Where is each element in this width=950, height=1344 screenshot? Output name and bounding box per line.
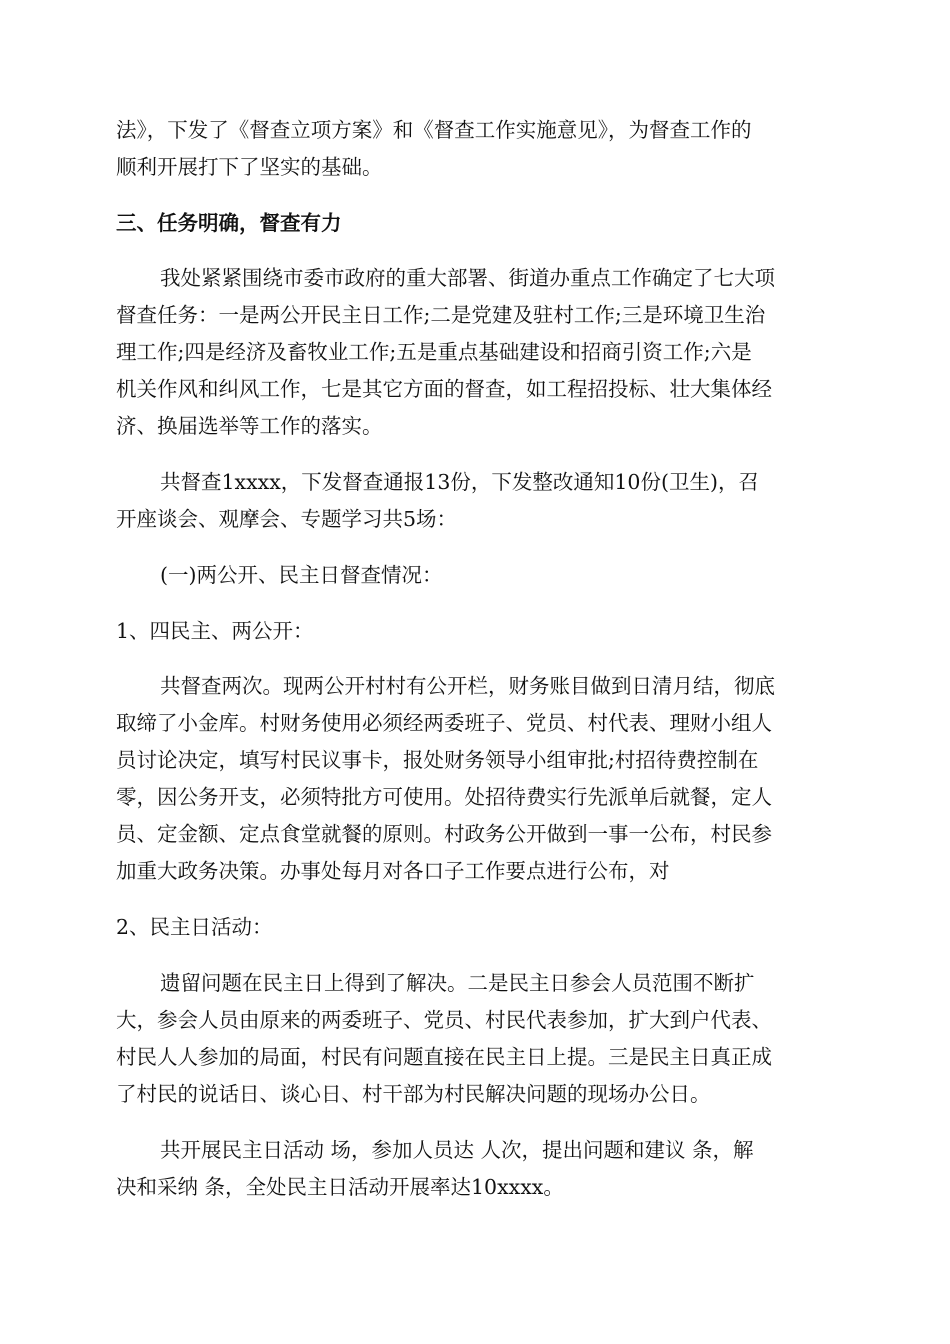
text-line: 员、定金额、定点食堂就餐的原则。村政务公开做到一事一公布，村民参 (116, 822, 772, 846)
text-line: 共开展民主日活动 场，参加人员达 人次，提出问题和建议 条，解 (160, 1138, 754, 1162)
text-line: 遗留问题在民主日上得到了解决。二是民主日参会人员范围不断扩 (160, 971, 755, 995)
text-line: 取缔了小金库。村财务使用必须经两委班子、党员、村代表、理财小组人 (116, 711, 772, 735)
text-line: 我处紧紧围绕市委市政府的重大部署、街道办重点工作确定了七大项 (160, 266, 775, 290)
text-line: 决和采纳 条，全处民主日活动开展率达10xxxx。 (116, 1175, 564, 1199)
text-line: 法》，下发了《督查立项方案》和《督查工作实施意见》，为督查工作的 (116, 118, 752, 142)
sub-heading: 2、民主日活动： (116, 915, 273, 939)
sub-heading: (一)两公开、民主日督查情况： (160, 563, 443, 587)
text-line: 了村民的说话日、谈心日、村干部为村民解决问题的现场办公日。 (116, 1082, 711, 1106)
text-line: 顺利开展打下了坚实的基础。 (116, 155, 383, 179)
text-line: 员讨论决定，填写村民议事卡，报处财务领导小组审批;村招待费控制在 (116, 748, 759, 772)
sub-heading: 1、四民主、两公开： (116, 619, 314, 643)
text-line: 机关作风和纠风工作，七是其它方面的督查，如工程招投标、壮大集体经 (116, 377, 772, 401)
section-heading: 三、任务明确，督查有力 (116, 211, 342, 235)
text-line: 济、换届选举等工作的落实。 (116, 414, 383, 438)
text-line: 理工作;四是经济及畜牧业工作;五是重点基础建设和招商引资工作;六是 (116, 340, 752, 364)
text-line: 加重大政务决策。办事处每月对各口子工作要点进行公布，对 (116, 859, 670, 883)
text-line: 村民人人参加的局面，村民有问题直接在民主日上提。三是民主日真正成 (116, 1045, 772, 1069)
text-line: 零，因公务开支，必须特批方可使用。处招待费实行先派单后就餐，定人 (116, 785, 772, 809)
text-line: 督查任务：一是两公开民主日工作;二是党建及驻村工作;三是环境卫生治 (116, 303, 766, 327)
text-line: 共督查两次。现两公开村村有公开栏，财务账目做到日清月结，彻底 (160, 674, 775, 698)
text-line: 开座谈会、观摩会、专题学习共5场： (116, 507, 458, 531)
text-line: 大，参会人员由原来的两委班子、党员、村民代表参加，扩大到户代表、 (116, 1008, 772, 1032)
text-line: 共督查1xxxx，下发督查通报13份，下发整改通知10份(卫生)，召 (160, 470, 759, 494)
